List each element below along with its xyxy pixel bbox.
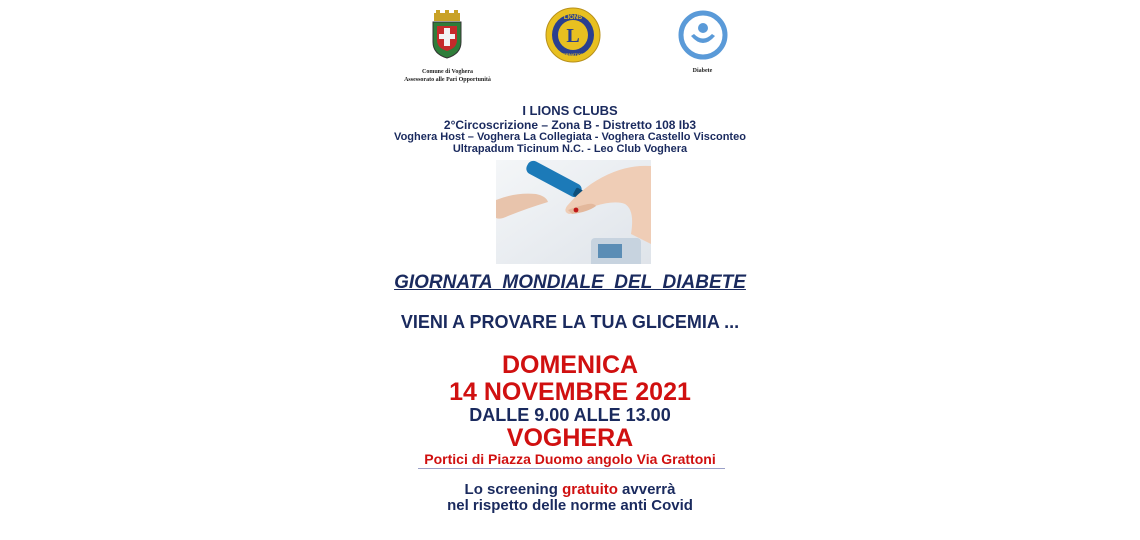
header-line1: I LIONS CLUBS [522,103,618,118]
event-hours: DALLE 9.00 ALLE 13.00 [469,405,671,425]
header-line2: 2°Circoscrizione – Zona B - Distretto 108 Ib3 [443,118,697,132]
event-title: GIORNATA MONDIALE DEL DIABETE [394,272,746,293]
glucose-test-photo [496,160,651,264]
diabete-caption: Diabete [692,68,713,74]
event-day: DOMENICA [501,351,639,379]
lions-ring-top: LIONS [563,15,583,21]
location-divider [418,468,725,469]
lions-emblem-icon [544,6,602,64]
header-line3: Voghera Host – Voghera La Collegiata - Voghera Castello Visconteo [394,131,746,143]
event-city: VOGHERA [506,424,634,452]
notice-line2: nel rispetto delle norme anti Covid [447,497,693,514]
comune-logo [400,10,495,83]
notice-free-word: gratuito [562,481,618,498]
comune-caption-line1: Comune di Voghera [421,69,473,75]
event-location: Portici di Piazza Duomo angolo Via Grattoni [424,451,716,467]
comune-caption-line2: Assessorato alle Pari Opportunità [404,77,491,83]
notice-line1-part3: avverrà [617,481,676,498]
header-line4: Ultrapadum Ticinum N.C. - Leo Club Voghera [452,143,688,155]
notice-line1-part1: Lo screening [464,481,563,498]
glucose-test-illustration [496,160,651,264]
lions-ring-bottom: INTERNATIONAL [556,52,590,57]
diabetes-circle-icon [670,10,730,60]
diabete-logo [670,10,730,72]
lions-logo [544,6,602,64]
notice-line1 [0,481,1140,498]
event-invite: VIENI A PROVARE LA TUA GLICEMIA ... [400,312,740,332]
event-date: 14 NOVEMBRE 2021 [449,378,691,406]
lions-emblem-letter: L [566,25,580,47]
coat-of-arms-icon [400,10,495,60]
